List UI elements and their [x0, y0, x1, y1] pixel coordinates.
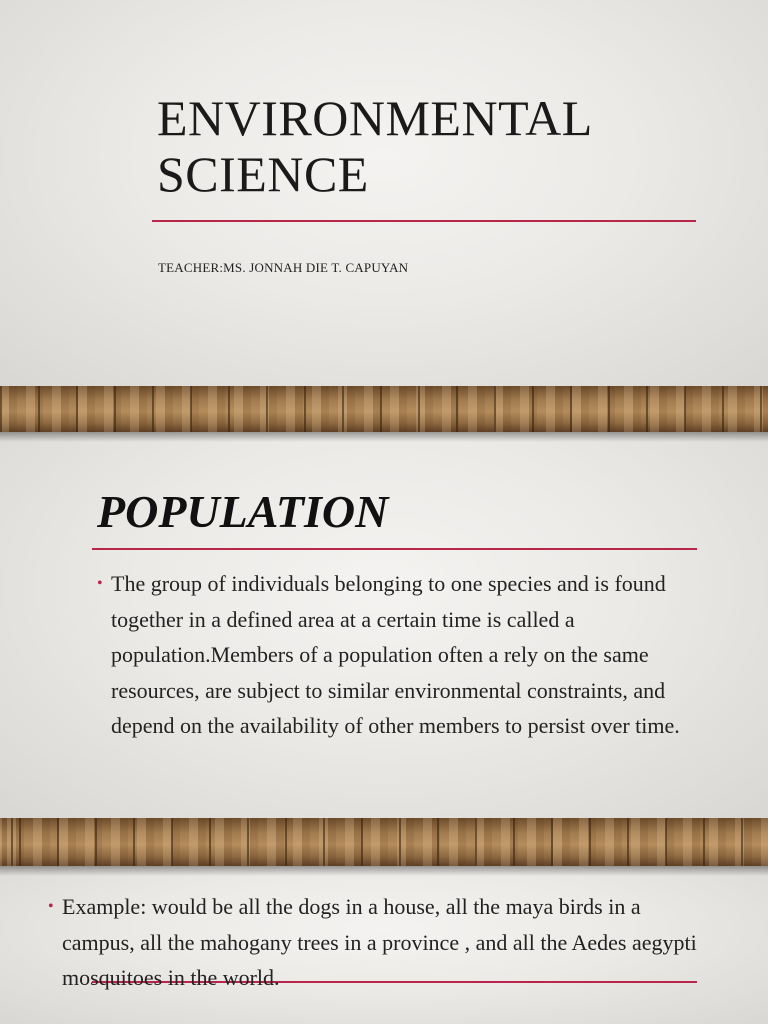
example-text: Example: would be all the dogs in a house, all the maya birds in a campus, all the mahogany trees in a province , and all the Aedes aegypti mosquitoes in the world.	[62, 894, 697, 990]
example-bullet	[48, 889, 712, 996]
bullet-icon: •	[48, 898, 54, 915]
teacher-subtitle: TEACHER:MS. JONNAH DIE T. CAPUYAN	[158, 260, 409, 275]
title-divider	[152, 220, 696, 222]
population-definition-text: The group of individuals belonging to one species and is found together in a defined area at a certain time is called a population.Members of a population often a rely on the same resources, are subject to similar environmental constraints, and depend on the availability of other members to persist over time.	[111, 571, 680, 738]
title-line-2: SCIENCE	[157, 146, 369, 202]
population-definition	[97, 566, 696, 744]
floor-shadow	[0, 432, 768, 442]
wood-floor-strip-2	[0, 818, 768, 866]
bullet-icon: •	[97, 575, 103, 592]
floor-shadow-2	[0, 866, 768, 876]
slide-title	[0, 0, 768, 386]
population-divider	[92, 548, 697, 550]
title-line-1: ENVIRONMENTAL	[157, 90, 593, 146]
slide-title-heading	[157, 90, 593, 202]
wood-floor-strip	[0, 386, 768, 432]
population-heading: POPULATION	[97, 486, 389, 537]
